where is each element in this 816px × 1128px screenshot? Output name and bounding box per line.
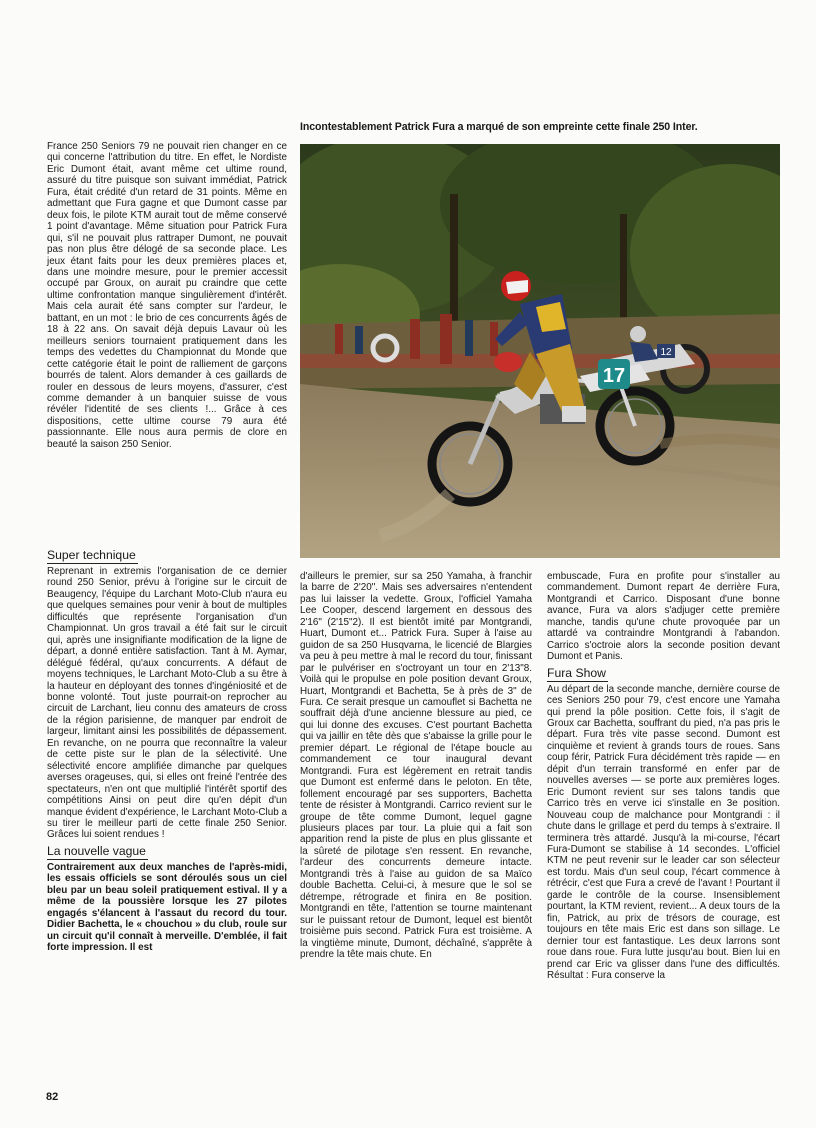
column-left — [47, 545, 287, 954]
column-middle — [300, 571, 532, 960]
page-number: 82 — [46, 1091, 59, 1103]
heading-super-technique: Super technique — [47, 548, 136, 562]
super-technique-text: Reprenant in extremis l'organisation de ce dernier round 250 Senior, prévu à l'origine sur le circuit de Beaugency, l'équipe du Larchant Moto-Club n'aura eu que quelques semaines pour venir à bout de multiples difficultés que représente l'organisation d'un Championnat. Un gros travail a été fait sur le circuit qui, après une insignifiante modification de la ligne de départ, a donné entière satisfaction. Tant à M. Aymar, délégué fédéral, qu'aux concurrents. A défaut de moyens techniques, le Larchant Moto-Club a su être à la hauteur en déployant des tonnes d'ingéniosité et de bonne volonté. Tout juste pourrait-on reprocher au circuit de Larchant, lieu connu des amateurs de cross de la région parisienne, de manquer par endroit de largeur, limitant ainsi les possibilités de dépassement. En revanche, on ne pourra que reconnaître la valeur de cette piste sur le plan de la sélectivité. Une sélectivité encore amplifiée dimanche par quelques averses orageuses, qui, si elles ont freiné l'entrée des spectateurs, n'en ont que multiplié l'intérêt sportif des compétitions Ainsi on peut dire qu'en dépit d'un manque évident d'expérience, le Larchant Moto-Club a su tirer le meilleur parti de cette finale 250 Senior. Grâces lui soient rendues ! — [47, 566, 287, 841]
intro-column — [47, 141, 287, 450]
photo-motocross-rider — [300, 144, 780, 558]
svg-text:12: 12 — [660, 347, 672, 358]
column-right — [547, 571, 780, 981]
race-text-right: embuscade, Fura en profite pour s'installer au commandement. Dumont repart 4e derrière Fura, Montgrandi et Carrico. Disposant d'une bonne avance, Fura va alors s'adjuger cette première manche, tandis qu'une chute provoquée par un attardé va contraindre Montgrandi à l'abandon. Carrico s'octroie alors la seconde position devant Dumont et Panis. — [547, 571, 780, 663]
heading-fura-show: Fura Show — [547, 665, 606, 680]
photo-caption: Incontestablement Patrick Fura a marqué de son empreinte cette finale 250 Inter. — [300, 121, 698, 133]
intro-paragraph: France 250 Seniors 79 ne pouvait rien changer en ce qui concerne l'attribution du titre. En effet, le Nordiste Eric Dumont était, avant même cet ultime round, assuré du titre puisque son suivant immédiat, Patrick Fura, était crédité d'un retard de 31 points. Même en admettant que Fura gagne et que Dumont casse par deux fois, le pilote KTM aurait tout de même conservé 1 point d'avantage. Même situation pour Patrick Fura qui, s'il ne pouvait plus rattraper Dumont, ne pouvait pas non plus être délogé de sa seconde place. Les jeux étant faits pour les deux premières places et, dans une moindre mesure, pour le premier accessit occupé par Groux, on aurait pu craindre que cette ultime confrontation manque singulièrement d'intérêt. Mais cela aurait été sans compter sur l'ardeur, le battant, en un mot : le brio de ces concurrents âgés de 18 à 22 ans. On savait déjà depuis Lavaur où les meilleurs seniors tournaient pratiquement dans les temps des vedettes du Championnat du Monde que cette catégorie était le point de ralliement de garçons bourrés de talent. Alors demander à ces gaillards de rouler en dessous de leurs moyens, d'assurer, c'est comme demander à un banquier suisse de vous révéler l'identité de ses clients !... Grâce à ces dispositions, cette ultime course 79 aura été passionnante. Elle nous aura permis de clore en beauté la saison 250 Senior. — [47, 141, 287, 450]
svg-text:17: 17 — [602, 365, 626, 387]
nouvelle-vague-text: Contrairement aux deux manches de l'après-midi, les essais officiels se sont déroulés sous un ciel bleu par un beau soleil pratiquement estival. Il y a même de la poussière lorsque les 27 pilotes engagés s'élancent à l'assaut du record du tour. Didier Bachetta, le « chouchou » du club, roule sur un circuit qu'il connaît à merveille. D'emblée, il fait forte impression. Il est — [47, 861, 287, 954]
heading-nouvelle-vague: La nouvelle vague — [47, 843, 146, 858]
fura-show-text: Au départ de la seconde manche, dernière course de ces Seniors 250 pour 79, c'est encore une Yamaha qui prend la pôle position. Cette fois, il s'agit de Groux car Bachetta, souffrant du pied, n'a pas pris le départ. Fura très vite passe second. Dumont est cinquième et revient à grands tours de roues. Sans coup férir, Patrick Fura décidément très rapide — en dépit d'un terrain transformé en enfer par de nouvelles averses — se porte aux premières loges. Eric Dumont revient sur ses talons tandis que Carrico très en verve ici s'installe en 3e position. Nouveau coup de malchance pour Montgrandi : il chute dans le grillage et perd du temps à s'extraire. Il terminera très attardé. Jusqu'à la mi-course, l'écart Fura-Dumont se stabilise à 14 secondes. L'officiel KTM ne peut revenir sur le leader car son sélecteur est tordu. Mais d'un seul coup, l'écart commence à rétrécir, c'est que Fura a crevé de l'avant ! Pourtant il garde le contrôle de la course. Insensiblement pourtant, la KTM revient, revient... A deux tours de la fin, Patrick, au prix de trésors de courage, est toujours en tête mais Eric est dans son sillage. Le dernier tour est fantastique. Les deux larrons sont roue dans roue. Fura lutte jusqu'au bout. Bien lui en prend car Eric va glisser dans l'une des difficultés. Résultat : Fura conserve la — [547, 683, 780, 981]
race-text-middle: d'ailleurs le premier, sur sa 250 Yamaha, à franchir la barre de 2'20". Mais ses adversaires n'entendent pas lui laisser la vedette. Groux, l'officiel Yamaha Lee Cooper, descend largement en dessous des 2'16" (2'15"2). Il est bientôt imité par Montgrandi, Huart, Dumont et... Patrick Fura. Super à l'aise au guidon de sa 250 Husqvarna, le licencié de Blargies va peu à peu mettre à mal le record du tour, finissant par le pulvériser en s'octroyant un tour en 2'13"8. Voilà qui le propulse en pole position devant Groux, Huart, Montgrandi et Bachetta, 5e à près de 3" de Fura. Ce serait presque un camouflet si Bachetta ne souffrait déjà d'une ancienne blessure au pied, ce qui lui donne des excuses. C'est pourtant Bachetta qui va jaillir en tête dès que s'abaisse la grille pour le premier départ. Le régional de l'étape boucle au commandement ce tour inaugural devant Montgrandi. Fura est légèrement en retrait tandis que Dumont est enfermé dans le peloton. En tête, follement encouragé par ses supporters, Bachetta tente de résister à Montgrandi. Carrico revient sur le groupe de tête comme Dumont, lequel gagne plusieurs places par tour. La pluie qui a fait son apparition rend la piste de plus en plus glissante et la sûreté de pilotage s'en ressent. En revanche, l'ardeur des concurrents demeure intacte. Montgrandi très à l'aise au guidon de sa Maïco double Bachetta. Celui-ci, à mesure que le sol se détrempe, rétrograde et finira en 8e position. Montgrandi en tête, l'attention se tourne maintenant sur le puissant retour de Dumont, lequel est bientôt troisième puis second. Patrick Fura est troisième. A la vingtième minute, Dumont, déchaîné, s'apprête à prendre la tête mais chute. En — [300, 571, 532, 960]
